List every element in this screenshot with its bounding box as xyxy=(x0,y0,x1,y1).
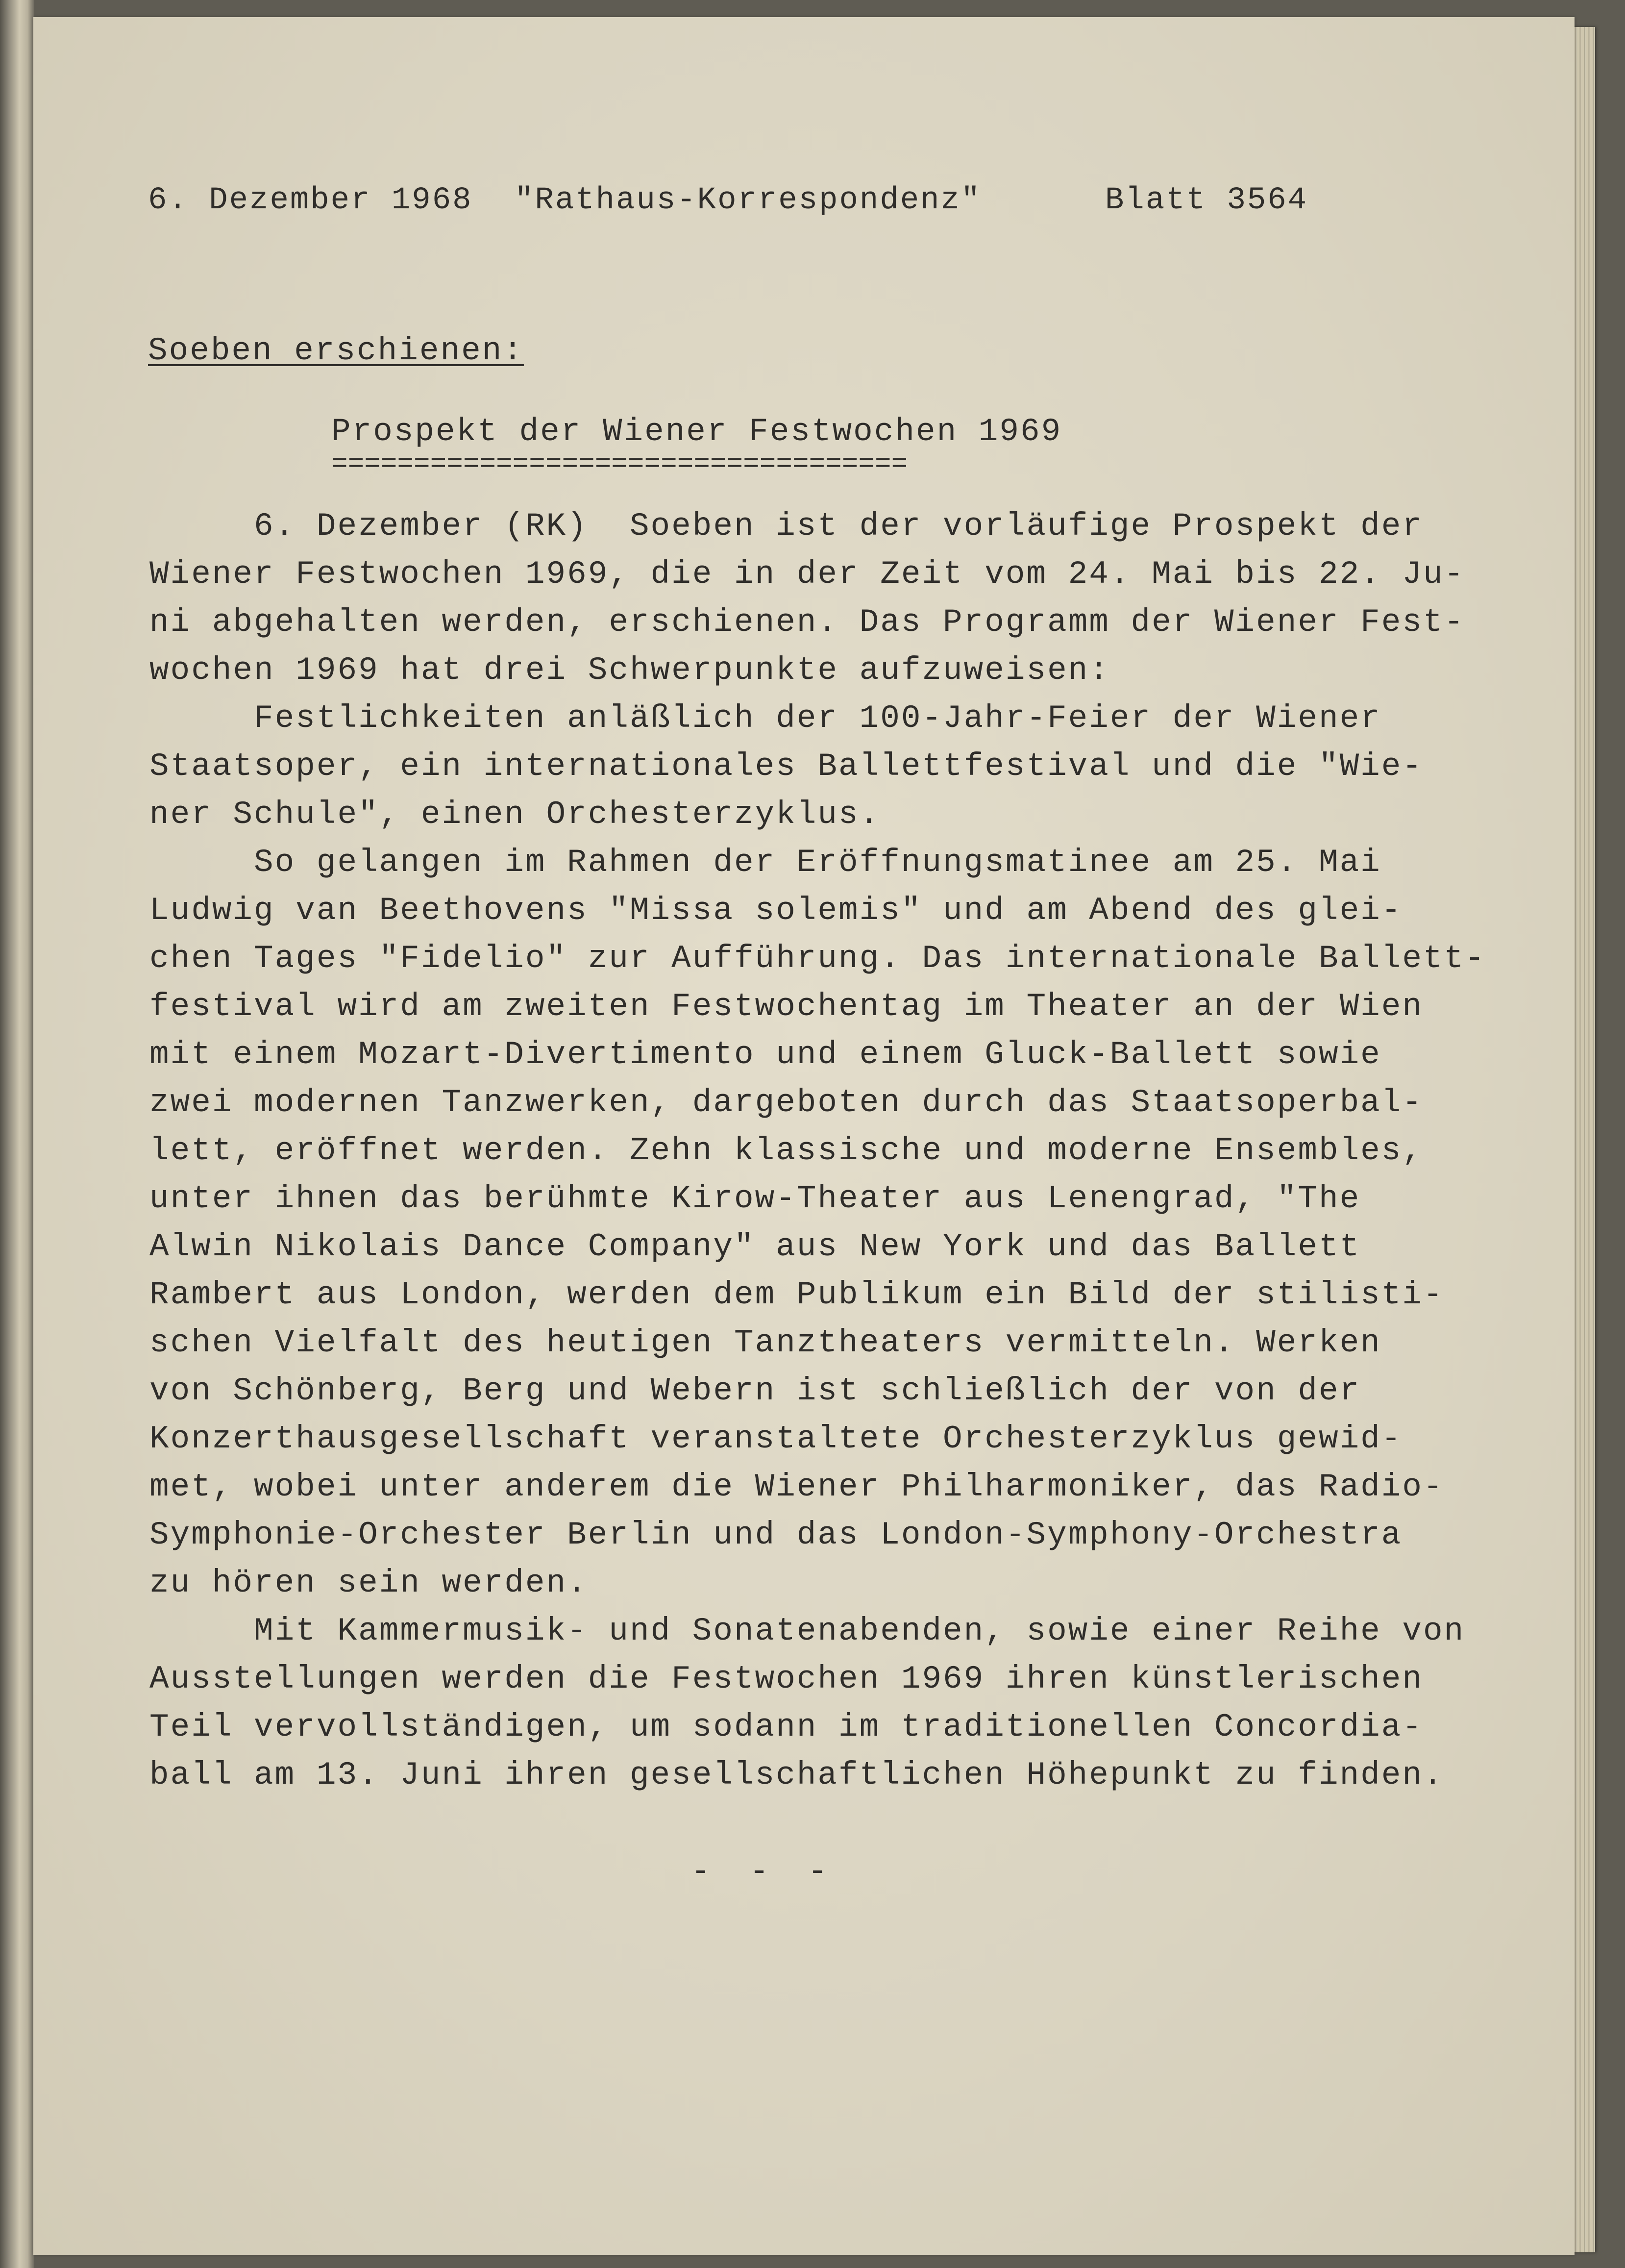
body-line: von Schönberg, Berg und Webern ist schließlich der von der xyxy=(149,1372,1361,1409)
header-publication: "Rathaus-Korrespondenz" xyxy=(515,183,982,218)
body-line: Rambert aus London, werden dem Publikum ein Bild der stilisti- xyxy=(149,1276,1444,1313)
body-line: Festlichkeiten anläßlich der 100-Jahr-Feier der Wiener xyxy=(149,700,1381,737)
end-mark: - - - xyxy=(691,1853,837,1890)
body-line: unter ihnen das berühmte Kirow-Theater aus Lenengrad, "The xyxy=(149,1180,1361,1217)
body-line: Ludwig van Beethovens "Missa solemis" und am Abend des glei- xyxy=(149,892,1403,929)
body-line: Staatsoper, ein internationales Ballettfestival und die "Wie- xyxy=(149,748,1423,785)
body-line: Mit Kammermusik- und Sonatenabenden, sowie einer Reihe von xyxy=(149,1613,1465,1649)
header-date: 6. Dezember 1968 xyxy=(148,183,473,218)
body-line: ball am 13. Juni ihren gesellschaftlichen Höhepunkt zu finden. xyxy=(149,1757,1444,1794)
header-sheet-number: Blatt 3564 xyxy=(1105,183,1308,218)
body-line: Wiener Festwochen 1969, die in der Zeit vom 24. Mai bis 22. Ju- xyxy=(149,556,1465,593)
body-line: wochen 1969 hat drei Schwerpunkte aufzuweisen: xyxy=(149,652,1110,689)
body-line: ni abgehalten werden, erschienen. Das Programm der Wiener Fest- xyxy=(149,604,1465,641)
body-line: Teil vervollständigen, um sodann im traditionellen Concordia- xyxy=(149,1709,1423,1745)
body-line: zu hören sein werden. xyxy=(149,1565,588,1601)
document-title: Prospekt der Wiener Festwochen 1969 xyxy=(331,413,1062,450)
body-line: Alwin Nikolais Dance Company" aus New York und das Ballett xyxy=(149,1228,1361,1265)
body-line: Konzerthausgesellschaft veranstaltete Orchesterzyklus gewid- xyxy=(149,1421,1403,1457)
body-line: festival wird am zweiten Festwochentag im Theater an der Wien xyxy=(149,988,1423,1025)
section-label: Soeben erschienen: xyxy=(148,332,524,369)
body-line: schen Vielfalt des heutigen Tanztheaters vermitteln. Werken xyxy=(149,1324,1381,1361)
body-line: lett, eröffnet werden. Zehn klassische und moderne Ensembles, xyxy=(149,1132,1423,1169)
body-line: zwei modernen Tanzwerken, dargeboten durch das Staatsoperbal- xyxy=(149,1084,1423,1121)
body-line: mit einem Mozart-Divertimento und einem Gluck-Ballett sowie xyxy=(149,1036,1381,1073)
body-line: So gelangen im Rahmen der Eröffnungsmatinee am 25. Mai xyxy=(149,844,1381,881)
body-line: Ausstellungen werden die Festwochen 1969 ihren künstlerischen xyxy=(149,1661,1423,1697)
left-page-edge xyxy=(0,0,34,2268)
body-line: met, wobei unter anderem die Wiener Philharmoniker, das Radio- xyxy=(149,1469,1444,1505)
body-line: chen Tages "Fidelio" zur Aufführung. Das internationale Ballett- xyxy=(149,940,1486,977)
body-line: Symphonie-Orchester Berlin und das London-Symphony-Orchestra xyxy=(149,1517,1403,1553)
body-line: 6. Dezember (RK) Soeben ist der vorläufige Prospekt der xyxy=(149,508,1423,545)
body-line: ner Schule", einen Orchesterzyklus. xyxy=(149,796,881,833)
body-text xyxy=(149,502,1486,1799)
title-double-rule: =================================== xyxy=(331,449,908,480)
